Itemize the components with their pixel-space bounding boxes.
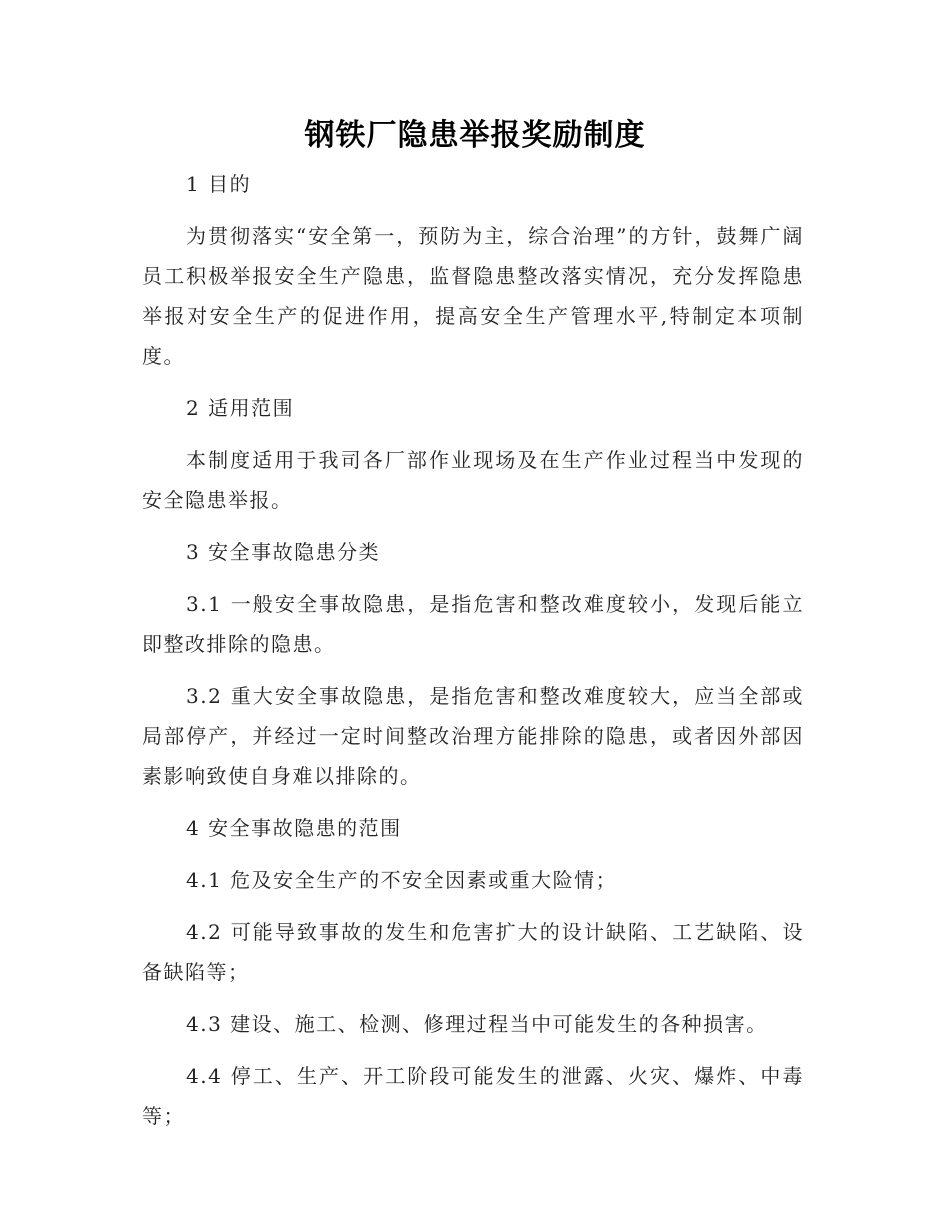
section-heading-scope: 2 适用范围	[186, 396, 295, 420]
paragraph-scope: 本制度适用于我司各厂部作业现场及在生产作业过程当中发现的安全隐患举报。	[142, 448, 804, 512]
paragraph-4-4: 4.4 停工、生产、开工阶段可能发生的泄露、火灾、爆炸、中毒等；	[142, 1064, 804, 1128]
paragraph-3-2: 3.2 重大安全事故隐患，是指危害和整改难度较大，应当全部或局部停产，并经过一定时间整改治理方能排除的隐患，或者因外部因素影响致使自身难以排除的。	[142, 684, 804, 788]
section-heading-range: 4 安全事故隐患的范围	[186, 816, 402, 840]
paragraph-4-3: 4.3 建设、施工、检测、修理过程当中可能发生的各种损害。	[186, 1012, 768, 1036]
document-body	[142, 164, 804, 1148]
section-heading-classification: 3 安全事故隐患分类	[186, 540, 381, 564]
section-heading-purpose: 1 目的	[186, 172, 252, 196]
paragraph-3-1: 3.1 一般安全事故隐患，是指危害和整改难度较小，发现后能立即整改排除的隐患。	[142, 592, 804, 656]
paragraph-purpose: 为贯彻落实“安全第一，预防为主，综合治理”的方针，鼓舞广阔员工积极举报安全生产隐患，监督隐患整改落实情况，充分发挥隐患举报对安全生产的促进作用，提高安全生产管理水平,特制定本项制度。	[142, 224, 804, 368]
paragraph-4-2: 4.2 可能导致事故的发生和危害扩大的设计缺陷、工艺缺陷、设备缺陷等；	[142, 920, 804, 984]
paragraph-4-1: 4.1 危及安全生产的不安全因素或重大险情；	[186, 868, 618, 892]
document-title: 钢铁厂隐患举报奖励制度	[304, 118, 646, 153]
